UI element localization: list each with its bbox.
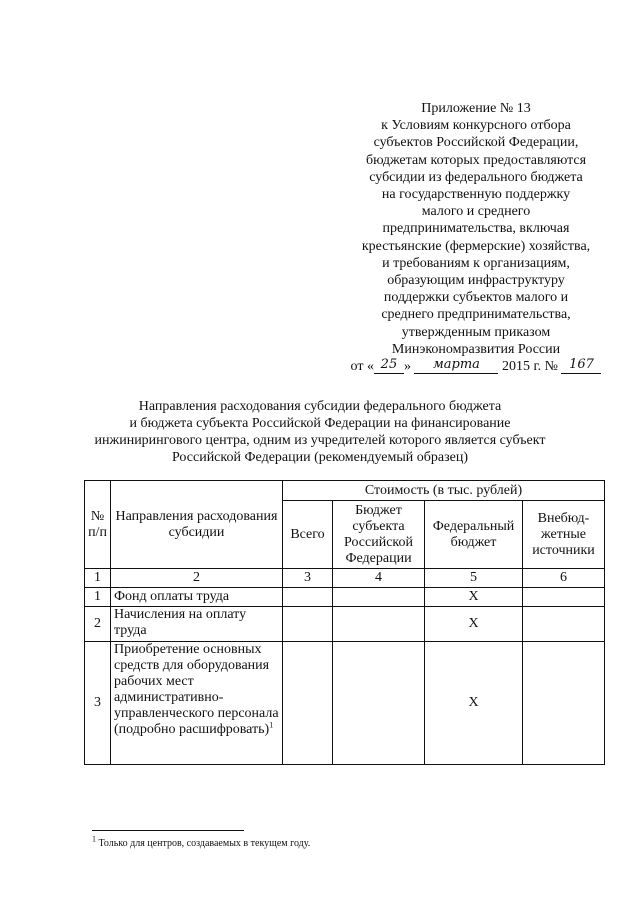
handwritten-day-text: 25: [380, 357, 398, 373]
title-line: и бюджета субъекта Российской Федерации на финансирование: [129, 416, 511, 431]
row-total: [283, 607, 333, 642]
header-extra-budgetary: Внебюд-жетные источники: [523, 501, 605, 569]
column-number-row: [85, 569, 605, 588]
row-num: 3: [85, 642, 111, 765]
row-total: [283, 588, 333, 607]
order-date-line: [340, 358, 612, 375]
handwritten-month: [414, 357, 498, 374]
footnote-mark: 1: [92, 834, 96, 844]
footnote-separator: [92, 830, 244, 831]
appendix-line: утвержденным приказом: [401, 324, 551, 340]
row-extra: [523, 588, 605, 607]
column-number: 3: [283, 569, 333, 588]
order-prefix: от «: [350, 359, 374, 375]
appendix-line: среднего предпринимательства,: [381, 307, 571, 323]
appendix-line: Приложение № 13: [421, 101, 531, 116]
row-name: Фонд оплаты труда: [111, 588, 283, 607]
row-regional: [333, 642, 425, 765]
handwritten-number: [561, 357, 601, 374]
expenditure-table: [84, 480, 605, 765]
header-direction: Направления расходования субсидии: [111, 481, 283, 569]
footnote-text: Только для центров, создаваемых в текущем году.: [98, 838, 311, 849]
header-regional-budget: Бюджет субъекта Российской Федерации: [333, 501, 425, 569]
row-federal: Х: [425, 607, 523, 642]
appendix-line: субсидии из федерального бюджета: [369, 169, 583, 185]
appendix-line: образующим инфраструктуру: [387, 273, 565, 289]
row-federal: Х: [425, 642, 523, 765]
header-federal-budget: Федеральный бюджет: [425, 501, 523, 569]
order-year: 2015 г. №: [501, 359, 558, 375]
appendix-line: поддержки субъектов малого и: [383, 290, 569, 306]
appendix-line: к Условиям конкурсного отбора: [381, 118, 571, 134]
row-name: Начисления на оплату труда: [111, 607, 283, 642]
header-total: Всего: [283, 501, 333, 569]
table-row: [85, 588, 605, 607]
handwritten-month-text: марта: [432, 357, 480, 373]
appendix-line: на государственную поддержку: [381, 187, 571, 203]
title-line: Российской Федерации (рекомендуемый образец): [171, 450, 469, 465]
appendix-line: и требованиям к организациям,: [382, 255, 570, 271]
document-title: [60, 398, 580, 466]
appendix-line: малого и среднего: [421, 204, 531, 220]
column-number: 1: [85, 569, 111, 588]
appendix-block: [340, 100, 612, 375]
row-name: Приобретение основных средств для оборудования рабочих мест административно-управленческого персонала (подробно расшифровать): [114, 642, 279, 737]
row-num: 1: [85, 588, 111, 607]
column-number: 4: [333, 569, 425, 588]
order-quote-close: »: [403, 359, 411, 375]
appendix-line: крестьянские (фермерские) хозяйства,: [361, 238, 591, 254]
column-number: 6: [523, 569, 605, 588]
row-federal: Х: [425, 588, 523, 607]
appendix-line: субъектов Российской Федерации,: [373, 135, 579, 151]
appendix-line: предпринимательства, включая: [382, 221, 570, 237]
row-total: [283, 642, 333, 765]
row-name-cell: [111, 642, 283, 765]
row-extra: [523, 607, 605, 642]
footnote: [92, 834, 311, 850]
footnote-reference: 1: [269, 720, 274, 730]
title-line: Направления расходования субсидии федерального бюджета: [138, 399, 502, 414]
table-row: [85, 607, 605, 642]
title-line: инжинирингового центра, одним из учредителей которого является субъект: [94, 433, 546, 448]
header-num: № п/п: [85, 481, 111, 569]
table-row: [85, 642, 605, 765]
header-cost: Стоимость (в тыс. рублей): [283, 481, 605, 501]
handwritten-day: [374, 357, 404, 374]
row-regional: [333, 588, 425, 607]
column-number: 5: [425, 569, 523, 588]
column-number: 2: [111, 569, 283, 588]
row-regional: [333, 607, 425, 642]
row-num: 2: [85, 607, 111, 642]
appendix-line: бюджетам которых предоставляются: [365, 152, 587, 168]
row-extra: [523, 642, 605, 765]
handwritten-number-text: 167: [569, 357, 594, 373]
appendix-line: Минэкономразвития России: [391, 341, 561, 357]
